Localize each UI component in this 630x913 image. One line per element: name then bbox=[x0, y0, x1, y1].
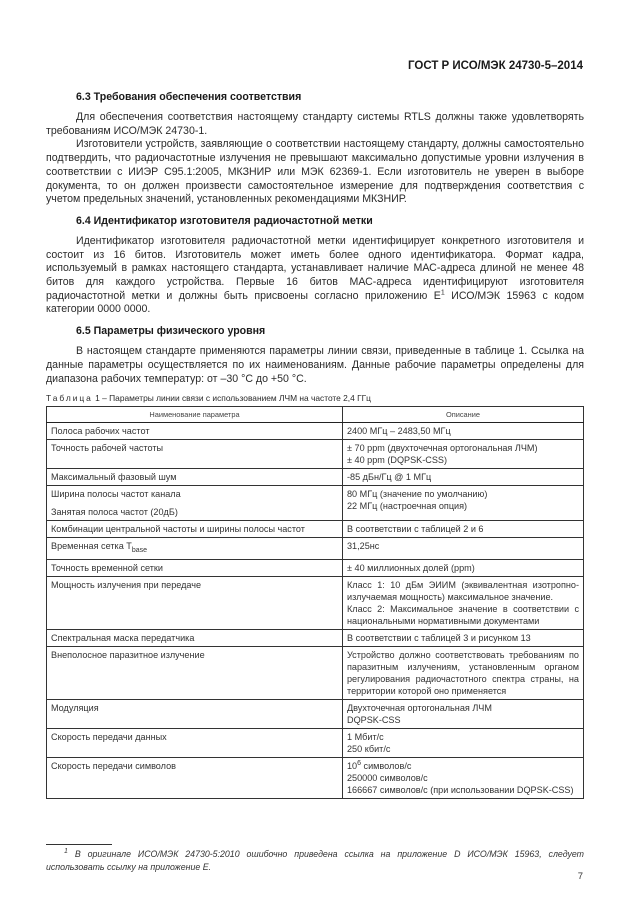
table-row: Временная сетка $T_{base}$ 31,25нс bbox=[47, 538, 584, 560]
table-row: Спектральная маска передатчика В соответствии с таблицей 3 и рисунком 13 bbox=[47, 630, 584, 647]
footnote-divider bbox=[46, 844, 112, 845]
column-header-parameter: Наименование параметра bbox=[47, 407, 343, 423]
table-row: Внеполосное паразитное излучение Устройство должно соответствовать требованиям по паразитным излучениям, установленным органом регулирования радиочастотного спектра страны, на территории которой оно применяется bbox=[47, 647, 584, 700]
section-6-5-paragraph: В настоящем стандарте применяются параметры линии связи, приведенные в таблице 1. Ссылка на данные параметры осуществляется по их наименованиям. Данные рабочие параметры определены для диапазона рабочих температур: от –30 °С до +50 °С. bbox=[46, 345, 584, 385]
table-row: Точность временной сетки ± 40 миллионных долей (ppm) bbox=[47, 560, 584, 577]
table-row: Полоса рабочих частот 2400 МГц – 2483,50 МГц bbox=[47, 423, 584, 440]
section-6-3-heading: 6.3 Требования обеспечения соответствия bbox=[76, 91, 302, 103]
document-id-header: ГОСТ Р ИСО/МЭК 24730-5–2014 bbox=[408, 60, 583, 72]
section-6-3-paragraph-2: Изготовители устройств, заявляющие о соответствии настоящему стандарту, должны самостоятельно подтвердить, что радиочастотные излучения не превышают максимально допустимые уровни излучения в соответствии с ИИЭР C95.1:2005, МКЗНИР или МЭК 62369-1. Если изготовитель не уверен в выборе документа, то он должен произвести самостоятельное измерение для подтверждения соответствия с учетом предельных значений, установленных рекомендациями МКЗНИР. bbox=[46, 138, 584, 206]
table-row: Модуляция Двухточечная ортогональная ЛЧМ DQPSK-CSS bbox=[47, 700, 584, 729]
section-6-5-heading: 6.5 Параметры физического уровня bbox=[76, 325, 266, 338]
footnote-marker: 1 bbox=[64, 848, 68, 856]
page-number: 7 bbox=[577, 871, 583, 882]
section-6-4-paragraph: Идентификатор изготовителя радиочастотной метки идентифицирует конкретного изготовителя и состоит из 16 битов. Изготовитель может иметь более одного идентификатора. Формат кадра, используемый в рамках настоящего стандарта, устанавливает наличие МАС-адреса длиной не менее 48 битов для каждого устройства. Первые 16 битов МАС-адреса идентифицируют изготовителя радиочастотной метки и должны быть присвоены согласно приложению $E^1$ ИСО/МЭК 15963 с кодом категории 0000 0000. bbox=[46, 234, 584, 316]
link-parameters-table bbox=[46, 406, 584, 799]
table-row: Скорость передачи данных 1 Мбит/с 250 кбит/с bbox=[47, 729, 584, 758]
table-caption: Таблица 1 – Параметры линии связи с использованием ЛЧМ на частоте 2,4 ГГц bbox=[46, 393, 371, 404]
table-row: Ширина полосы частот канала Занятая полоса частот (20дБ) 80 МГц (значение по умолчанию) 22 МГц (настроечная опция) bbox=[47, 486, 584, 521]
section-6-4-heading: 6.4 Идентификатор изготовителя радиочастотной метки bbox=[76, 214, 373, 227]
page-content bbox=[46, 90, 584, 799]
table-row: Скорость передачи символов $10^6$ символов/с 250000 символов/с 166667 символов/с (при использовании DQPSK-CSS) bbox=[47, 758, 584, 799]
section-6-3-paragraph-1: Для обеспечения соответствия настоящему стандарту системы RTLS должны также удовлетворять требованиям ИСО/МЭК 24730-1. bbox=[46, 111, 584, 137]
table-header-row bbox=[47, 407, 584, 423]
footnote-reference[interactable]: 1 bbox=[440, 289, 445, 297]
column-header-description: Описание bbox=[343, 407, 584, 423]
table-row: Мощность излучения при передаче Класс 1: 10 дБм ЭИИМ (эквивалентная изотропно-излучаемая мощность) максимальное значение. Класс 2: Максимальное значение в соответствии с национальными нормативными документами bbox=[47, 577, 584, 630]
footnote: $^1$ В оригинале ИСО/МЭК 24730-5:2010 ошибочно приведена ссылка на приложение D ИСО/МЭК 15963, следует использовать ссылку на приложение Е. bbox=[46, 848, 584, 872]
table-row: Комбинации центральной частоты и ширины полосы частот В соответствии с таблицей 2 и 6 bbox=[47, 521, 584, 538]
table-row: Точность рабочей частоты ± 70 ppm (двухточечная ортогональная ЛЧМ) ± 40 ppm (DQPSK-CSS) bbox=[47, 440, 584, 469]
table-row: Максимальный фазовый шум -85 дБн/Гц @ 1 МГц bbox=[47, 469, 584, 486]
